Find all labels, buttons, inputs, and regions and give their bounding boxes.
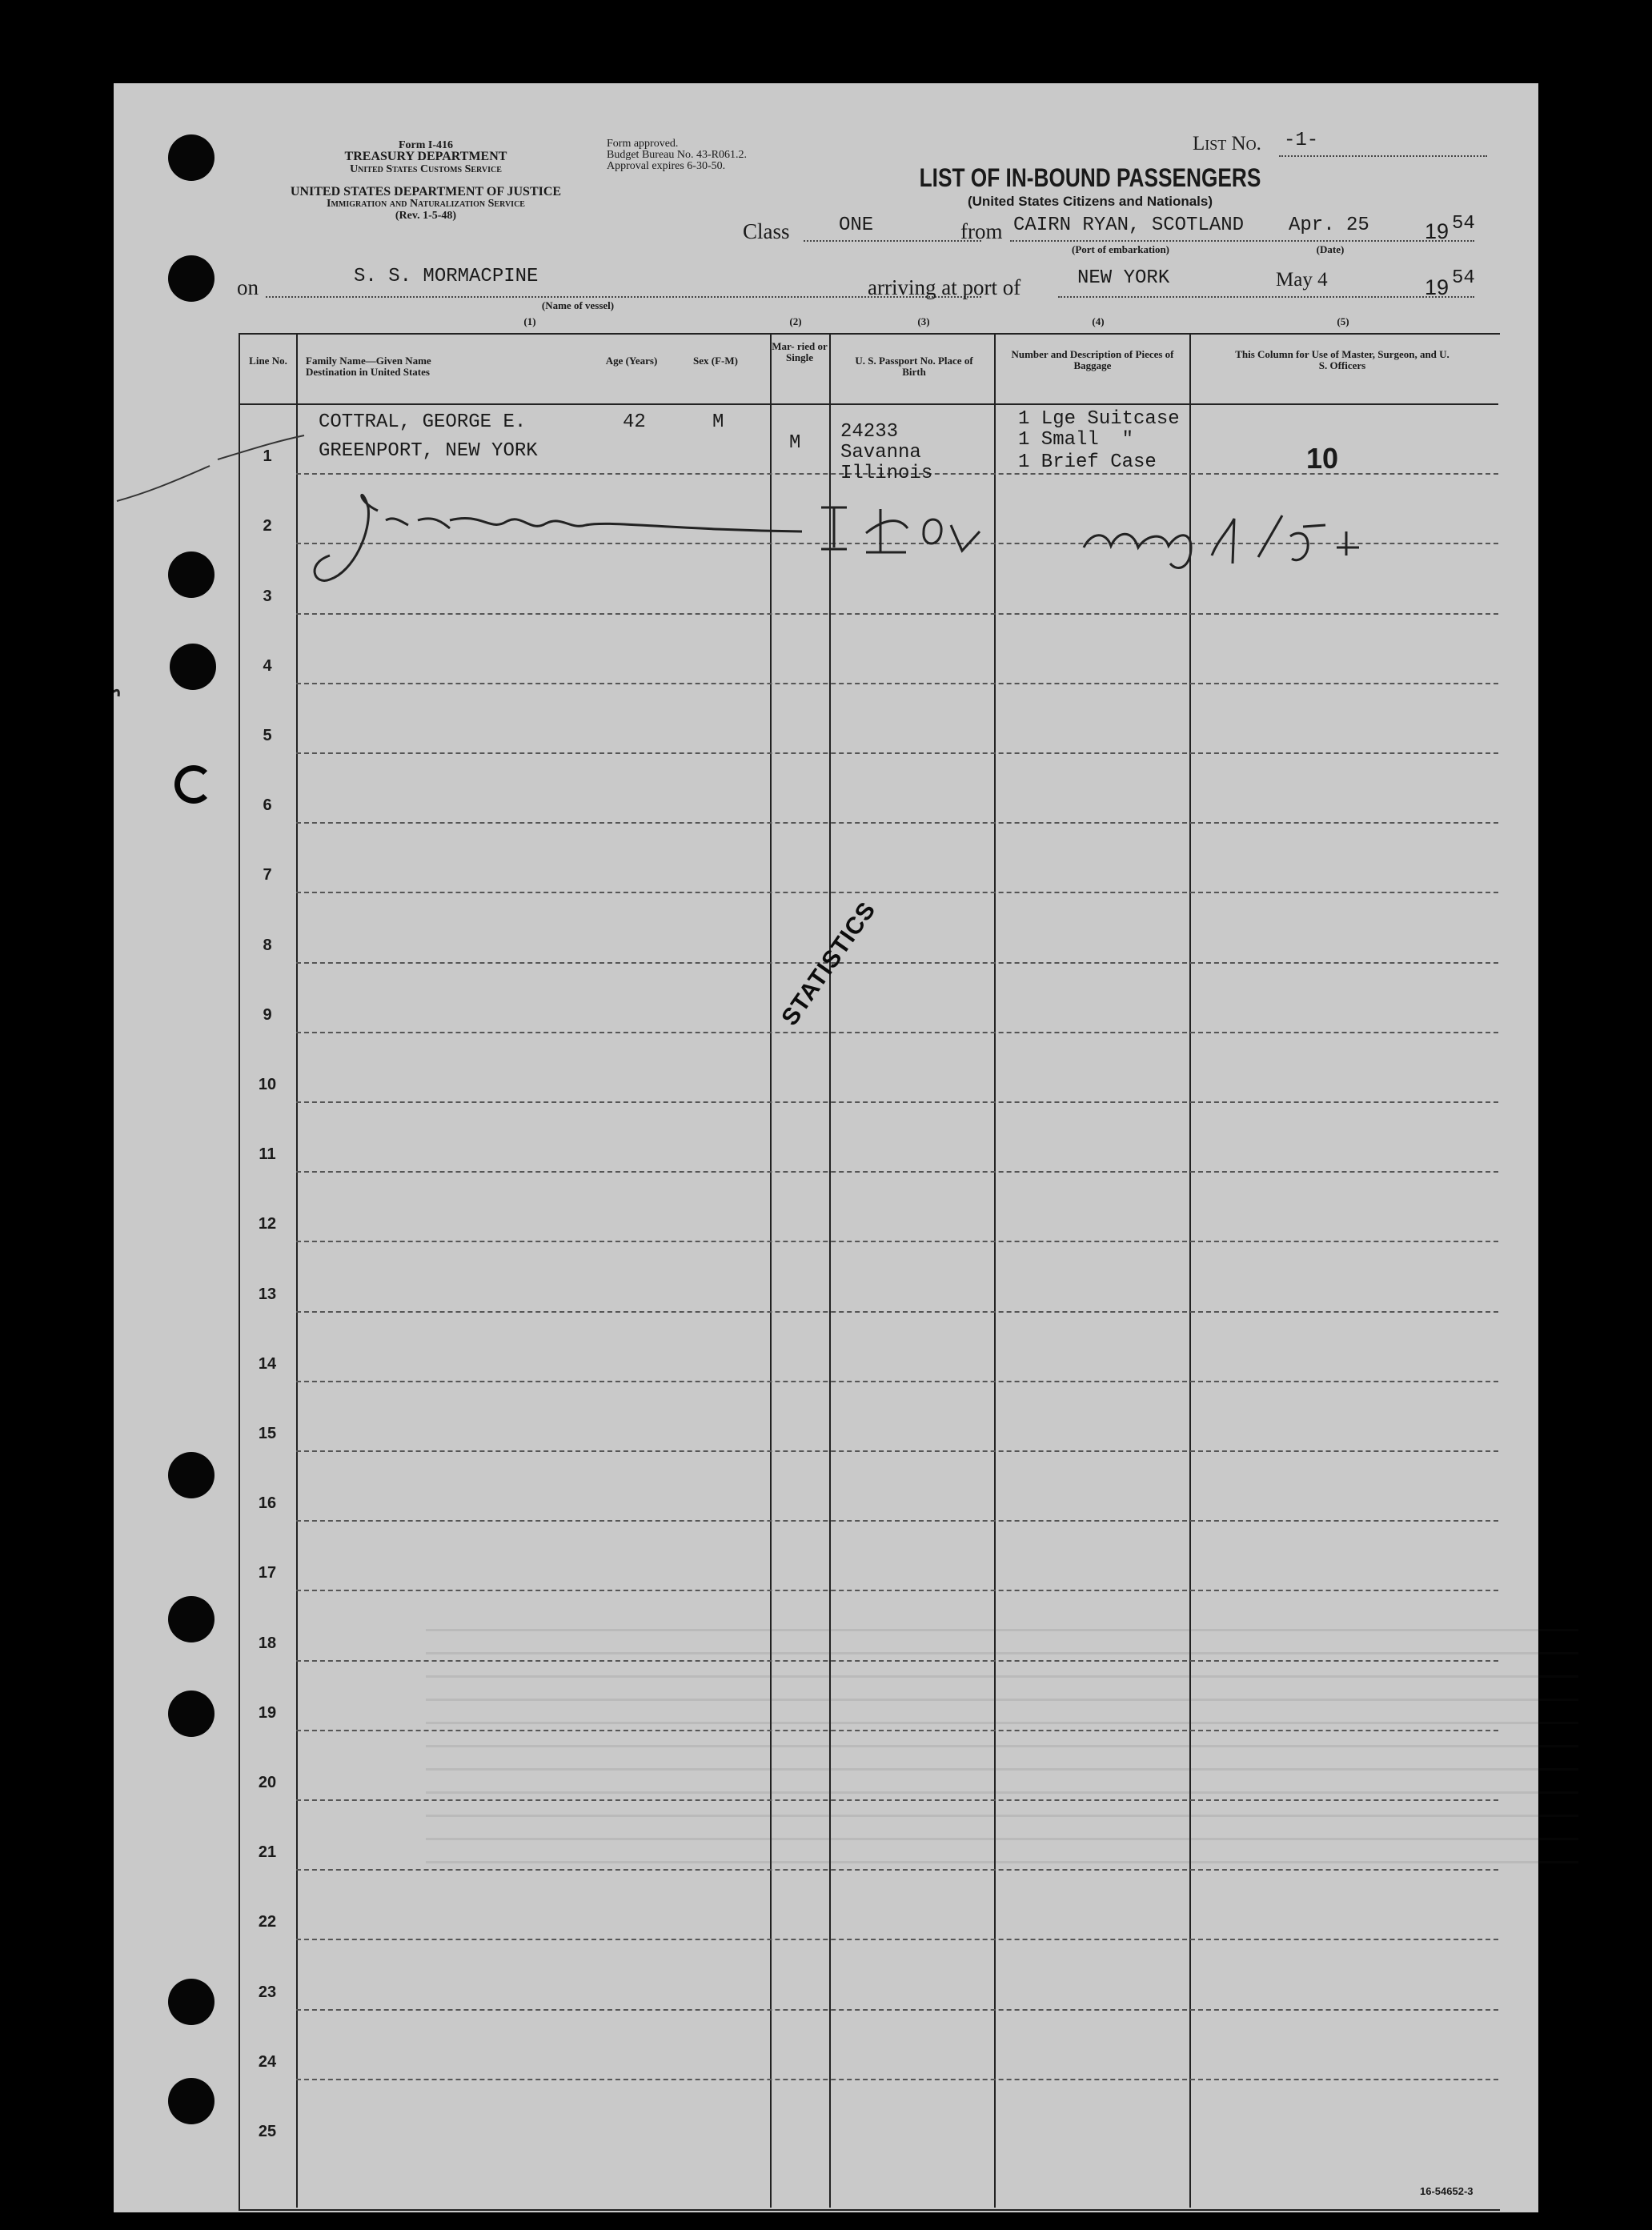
baggage-item: 1 Small " [1018, 429, 1134, 451]
arrival-year-suffix: 54 [1452, 267, 1475, 289]
date-caption: (Date) [1316, 243, 1345, 255]
ins-label: Immigration and Naturalization Service [327, 198, 525, 210]
line-number: 13 [258, 1285, 277, 1303]
passenger-sex: M [712, 411, 724, 433]
line-number: 4 [263, 656, 272, 675]
row-divider [296, 822, 1498, 824]
line-number: 21 [258, 1843, 277, 1862]
line-number: 14 [258, 1354, 277, 1373]
torn-binder-hole [174, 765, 213, 804]
arriving-label: arriving at port of [868, 275, 1021, 299]
embarkation-date: Apr. 25 [1289, 215, 1369, 236]
footer-code: 16-54652-3 [1420, 2185, 1474, 2197]
line-number: 18 [258, 1634, 277, 1652]
arrival-year-prefix: 19 [1425, 275, 1450, 299]
line-number: 1 [263, 447, 272, 466]
line-number: 9 [263, 1005, 272, 1024]
row-divider [296, 1032, 1498, 1033]
line-number: 15 [258, 1425, 277, 1442]
header-age: Age (Years) [605, 355, 658, 367]
passenger-married: M [789, 432, 801, 454]
form-approved: Form approved. [607, 138, 679, 150]
binder-hole [168, 1596, 215, 1642]
row-divider [296, 752, 1498, 754]
approval-expires: Approval expires 6-30-50. [607, 160, 726, 172]
row-divider [296, 2009, 1498, 2011]
binder-hole [168, 2078, 215, 2124]
birth-state: Illinois [840, 463, 933, 484]
line-number: 10 [258, 1076, 277, 1093]
from-label: from [960, 219, 1003, 243]
from-year-prefix: 19 [1425, 219, 1450, 243]
row-divider [296, 1171, 1498, 1173]
row-divider [296, 1381, 1498, 1382]
line-number: 11 [259, 1145, 276, 1164]
line-number: 23 [258, 1983, 277, 2001]
column-caption-2: (2) [789, 315, 802, 327]
baggage-item: 1 Brief Case [1018, 451, 1157, 473]
passenger-age: 42 [623, 411, 646, 433]
line-number: 16 [258, 1494, 277, 1513]
class-label: Class [743, 219, 790, 243]
passport-number: 24233 [840, 421, 899, 443]
header-line-no: Line No. [249, 355, 287, 367]
line-number: 2 [263, 517, 272, 535]
row-divider [296, 962, 1498, 964]
line-number: 7 [263, 866, 272, 884]
row-divider [296, 892, 1498, 893]
birth-city: Savanna [840, 442, 921, 463]
customs-service: United States Customs Service [350, 163, 502, 175]
binder-hole [168, 1452, 215, 1498]
justice-dept: UNITED STATES DEPARTMENT OF JUSTICE [290, 185, 562, 199]
line-number: 3 [263, 587, 272, 605]
row-divider [296, 1520, 1498, 1522]
row-divider [296, 1939, 1498, 1940]
header-sex: Sex (F-M) [693, 355, 738, 367]
arrival-port: NEW YORK [1077, 267, 1170, 289]
revision: (Rev. 1-5-48) [395, 210, 457, 222]
baggage-item: 1 Lge Suitcase [1018, 408, 1180, 430]
header-name: Family Name—Given Name Destination in United States [306, 355, 431, 378]
row-divider [296, 1241, 1498, 1242]
line-number: 25 [258, 2123, 277, 2140]
row-divider [296, 2079, 1498, 2080]
form-sheet [114, 83, 1538, 2212]
row-divider [296, 1311, 1498, 1313]
column-caption-1: (1) [523, 315, 536, 327]
passenger-name: COTTRAL, GEORGE E. [319, 411, 527, 433]
arrival-date: May 4 [1276, 269, 1328, 291]
embarkation-port: CAIRN RYAN, SCOTLAND [1013, 215, 1245, 236]
form-number: Form I-416 [398, 139, 454, 151]
from-year-suffix: 54 [1452, 213, 1475, 235]
header-married: Mar- ried or Single [772, 340, 828, 363]
class-value: ONE [839, 215, 874, 236]
header-officers: This Column for Use of Master, Surgeon, and U. S. Officers [1235, 348, 1450, 371]
statistics-stamp: STATISTICS [776, 896, 881, 1031]
line-number: 5 [263, 727, 272, 744]
bleed-through [426, 1608, 1578, 1872]
budget-bureau: Budget Bureau No. 43-R061.2. [607, 149, 747, 161]
header-baggage: Number and Description of Pieces of Baggage [1011, 348, 1174, 371]
vessel-name: S. S. MORMACPINE [354, 266, 539, 287]
binder-hole [168, 1691, 215, 1737]
line-number: 20 [258, 1774, 277, 1791]
row-divider [296, 1590, 1498, 1591]
line-number: 12 [258, 1215, 277, 1233]
line-number: 22 [258, 1913, 277, 1931]
port-embarkation-caption: (Port of embarkation) [1071, 243, 1170, 255]
list-no-value: -1- [1284, 130, 1319, 151]
column-caption-3: (3) [917, 315, 930, 327]
line-number: 24 [258, 2052, 277, 2071]
handwritten-signature [114, 83, 1538, 724]
on-label: on [237, 275, 259, 299]
treasury-dept: TREASURY DEPARTMENT [344, 150, 507, 163]
passenger-destination: GREENPORT, NEW YORK [319, 440, 538, 462]
line-number: 8 [263, 936, 272, 954]
column-caption-5: (5) [1337, 315, 1349, 327]
row-divider [296, 1450, 1498, 1452]
column-caption-4: (4) [1092, 315, 1105, 327]
header-passport: U. S. Passport No. Place of Birth [855, 355, 973, 378]
line-number: 17 [258, 1564, 277, 1582]
row-divider [296, 1101, 1498, 1103]
line-number: 19 [258, 1703, 277, 1722]
form-title: LIST OF IN-BOUND PASSENGERS [919, 163, 1261, 192]
line-number: 6 [263, 796, 272, 815]
binder-hole [168, 1979, 215, 2025]
form-subtitle: (United States Citizens and Nationals) [967, 194, 1213, 209]
officer-note: 10 [1306, 442, 1339, 475]
vessel-caption: (Name of vessel) [541, 299, 615, 311]
list-no-label: List No. [1193, 133, 1261, 154]
